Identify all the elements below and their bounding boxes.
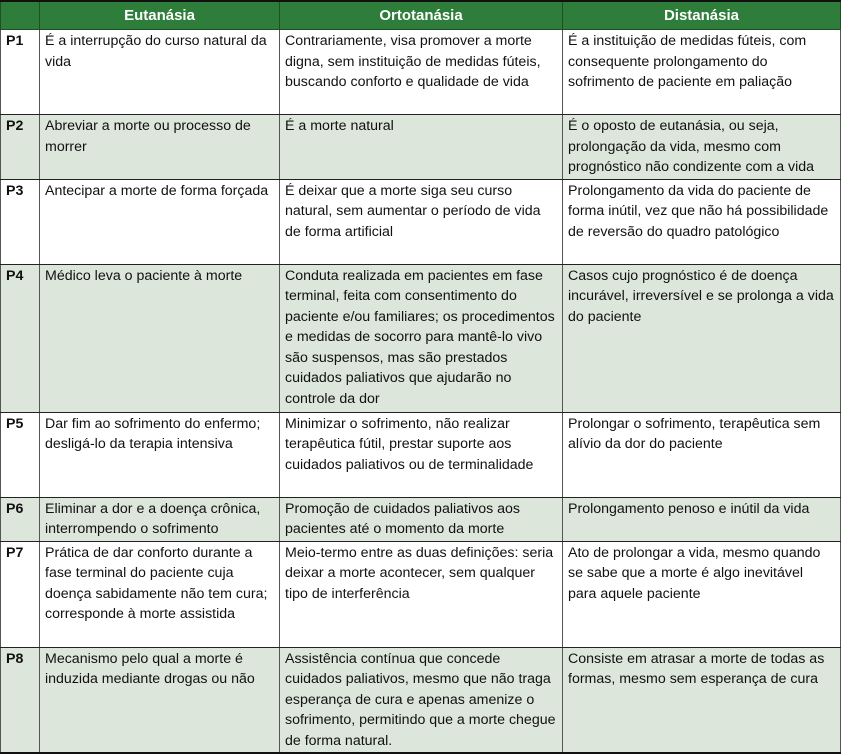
- table-row: [1, 647, 841, 753]
- row-id: P4: [1, 264, 40, 412]
- cell-eutanasia: Abreviar a morte ou processo de morrer: [40, 115, 280, 180]
- cell-distanasia: Prolongar o sofrimento, terapêutica sem alívio da dor do paciente: [563, 412, 841, 497]
- cell-ortotanasia: Assistência contínua que concede cuidados paliativos, mesmo que não traga esperança de cura e apenas amenize o sofrimento, permitindo que a morte chegue de forma natural.: [280, 647, 563, 753]
- header-ortotanasia: Ortotanásia: [280, 1, 563, 30]
- row-id: P7: [1, 541, 40, 647]
- cell-distanasia: Consiste em atrasar a morte de todas as formas, mesmo sem esperança de cura: [563, 647, 841, 753]
- cell-ortotanasia: Promoção de cuidados paliativos aos pacientes até o momento da morte: [280, 497, 563, 541]
- cell-distanasia: É a instituição de medidas fúteis, com consequente prolongamento do sofrimento de paciente em paliação: [563, 30, 841, 115]
- header-distanasia: Distanásia: [563, 1, 841, 30]
- row-id: P6: [1, 497, 40, 541]
- cell-eutanasia: Médico leva o paciente à morte: [40, 264, 280, 412]
- cell-eutanasia: Mecanismo pelo qual a morte é induzida mediante drogas ou não: [40, 647, 280, 753]
- cell-eutanasia: Antecipar a morte de forma forçada: [40, 179, 280, 264]
- cell-ortotanasia: Contrariamente, visa promover a morte digna, sem instituição de medidas fúteis, buscando conforto e qualidade de vida: [280, 30, 563, 115]
- header-row: [1, 1, 841, 30]
- cell-distanasia: Ato de prolongar a vida, mesmo quando se sabe que a morte é algo inevitável para aquele paciente: [563, 541, 841, 647]
- row-id: P3: [1, 179, 40, 264]
- cell-ortotanasia: Conduta realizada em pacientes em fase terminal, feita com consentimento do paciente e/ou familiares; os procedimentos e medidas de socorro para mantê-lo vivo são suspensos, mas são prestados cuidados paliativos que ajudarão no controle da dor: [280, 264, 563, 412]
- table-row: [1, 541, 841, 647]
- cell-ortotanasia: Meio-termo entre as duas definições: seria deixar a morte acontecer, sem qualquer tipo de interferência: [280, 541, 563, 647]
- cell-eutanasia: Dar fim ao sofrimento do enfermo; desligá-lo da terapia intensiva: [40, 412, 280, 497]
- cell-ortotanasia: Minimizar o sofrimento, não realizar terapêutica fútil, prestar suporte aos cuidados paliativos ou de terminalidade: [280, 412, 563, 497]
- row-id: P8: [1, 647, 40, 753]
- table-row: [1, 497, 841, 541]
- header-number: [1, 1, 40, 30]
- cell-eutanasia: Prática de dar conforto durante a fase terminal do paciente cuja doença sabidamente não tem cura; corresponde à morte assistida: [40, 541, 280, 647]
- table-row: [1, 264, 841, 412]
- cell-distanasia: Casos cujo prognóstico é de doença incurável, irreversível e se prolonga a vida do paciente: [563, 264, 841, 412]
- cell-eutanasia: É a interrupção do curso natural da vida: [40, 30, 280, 115]
- row-id: P1: [1, 30, 40, 115]
- cell-eutanasia: Eliminar a dor e a doença crônica, interrompendo o sofrimento: [40, 497, 280, 541]
- table-body: [1, 30, 841, 754]
- cell-distanasia: Prolongamento penoso e inútil da vida: [563, 497, 841, 541]
- table-row: [1, 115, 841, 180]
- table-row: [1, 412, 841, 497]
- table-row: [1, 179, 841, 264]
- row-id: P5: [1, 412, 40, 497]
- cell-distanasia: É o oposto de eutanásia, ou seja, prolongação da vida, mesmo com prognóstico não condizente com a vida: [563, 115, 841, 180]
- cell-ortotanasia: É a morte natural: [280, 115, 563, 180]
- table-header: [1, 1, 841, 30]
- row-id: P2: [1, 115, 40, 180]
- cell-ortotanasia: É deixar que a morte siga seu curso natural, sem aumentar o período de vida de forma artificial: [280, 179, 563, 264]
- cell-distanasia: Prolongamento da vida do paciente de forma inútil, vez que não há possibilidade de reversão do quadro patológico: [563, 179, 841, 264]
- table-row: [1, 30, 841, 115]
- header-eutanasia: Eutanásia: [40, 1, 280, 30]
